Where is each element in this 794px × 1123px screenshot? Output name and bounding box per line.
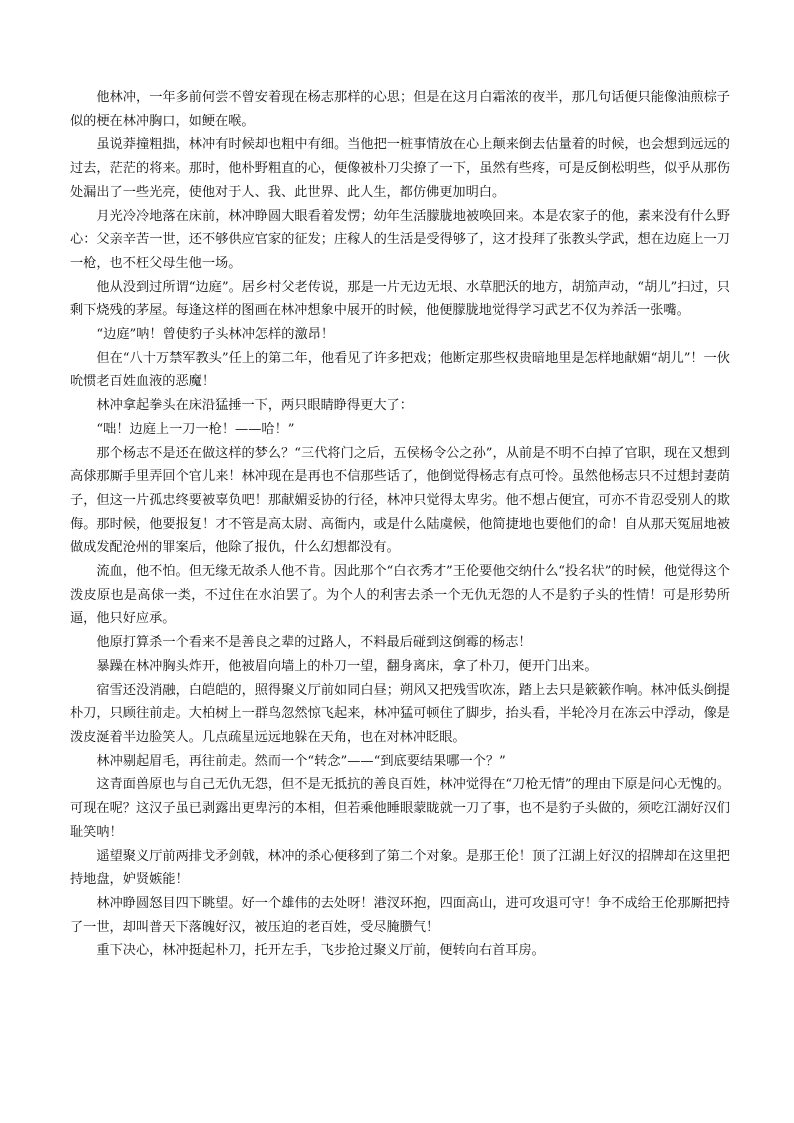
paragraph-13: 宿雪还没消融，白皑皑的，照得聚义厅前如同白昼；朔风又把残雪吹冻，踏上去只是簌簌作响。林冲低头倒提朴刀，只顾往前走。大柏树上一群鸟忽然惊飞起来，林冲猛可顿住了脚步，抬头看，半轮冷月在冻云中浮动，像是泼皮涎着半边脸笑人。几点疏星远远地躲在天角，也在对林冲眨眼。 (70, 682, 730, 745)
paragraph-11: 他原打算杀一个看来不是善良之辈的过路人，不料最后碰到这倒霉的杨志！ (96, 635, 532, 651)
paragraph-8: “咄！边庭上一刀一枪！——哈！” (96, 421, 295, 437)
paragraph-5: “边庭”呐！曾使豹子头林冲怎样的激昂！ (96, 327, 335, 343)
paragraph-16: 遥望聚义厅前两排戈矛剑戟，林冲的杀心便移到了第二个对象。是那王伦！顶了江湖上好汉的招牌却在这里把持地盘，妒贤嫉能！ (70, 848, 730, 888)
paragraph-7: 林冲拿起拳头在床沿猛捶一下，两只眼睛睁得更大了： (96, 398, 413, 414)
paragraph-15: 这青面兽原也与自己无仇无怨，但不是无抵抗的善良百姓，林冲觉得在“刀枪无情”的理由下原是问心无愧的。可现在呢？这汉子虽已剥露出更卑污的本相，但若乘他睡眼蒙眬就一刀了事，也不是豹子头做的，须吃江湖好汉们耻笑呐！ (70, 777, 730, 840)
paragraph-18: 重下决心，林冲挺起朴刀，托开左手，飞步抢过聚义厅前，便转向右首耳房。 (96, 943, 545, 959)
paragraph-14: 林冲剔起眉毛，再往前走。然而一个“转念”——“到底要结果哪一个？” (96, 753, 506, 769)
paragraph-17: 林冲睁圆怒目四下眺望。好一个雄伟的去处呀！港汊环抱，四面高山，进可攻退可守！争不成给王伦那厮把持了一世，却叫普天下落魄好汉，被压迫的老百姓，受尽腌臜气！ (70, 895, 730, 935)
paragraph-1: 他林冲，一年多前何尝不曾安着现在杨志那样的心思；但是在这月白霜浓的夜半，那几句话便只能像油煎棕子似的梗在林冲胸口，如鲠在喉。 (70, 90, 730, 129)
paragraph-4: 他从没到过所谓“边庭”。居乡村父老传说，那是一片无边无垠、水草肥沃的地方，胡笳声动，“胡儿”扫过，只剩下烧残的茅屋。每逢这样的图画在林冲想象中展开的时候，他便朦胧地觉得学习武艺不仅为养活一张嘴。 (70, 279, 730, 319)
paragraph-9: 那个杨志不是还在做这样的梦么？“三代将门之后，五侯杨令公之孙”，从前是不明不白掉了官职，现在又想到高俅那厮手里弄回个官儿来！林冲现在是再也不信那些话了，他倒觉得杨志有点可怜。虽然他杨志只不过想封妻荫子，但这一片孤忠终要被辜负吧！那献媚妥协的行径，林冲只觉得太卑劣。他不想占便宜，可亦不肯忍受别人的欺侮。那时候，他要报复！才不管是高太尉、高衙内，或是什么陆虞候，他简捷地也要他们的命！自从那天冤屈地被做成发配沧州的罪案后，他除了报仇，什么幻想都没有。 (70, 445, 730, 556)
story-body (70, 86, 730, 963)
paragraph-12: 暴躁在林冲胸头炸开，他被眉向墙上的朴刀一望，翻身离床，拿了朴刀，便开门出来。 (96, 658, 598, 674)
paragraph-10: 流血，他不怕。但无缘无故杀人他不肯。因此那个“白衣秀才”王伦要他交纳什么“投名状”的时候，他觉得这个泼皮原也是高俅一类，不过住在水泊罢了。为个人的利害去杀一个无仇无怨的人不是豹子头的性情！可是形势所逼，他只好应承。 (70, 564, 730, 627)
paragraph-6: 但在“八十万禁军教头”任上的第二年，他看见了许多把戏；他断定那些权贵暗地里是怎样地献媚“胡儿”！一伙吮惯老百姓血液的恶魔！ (70, 350, 730, 390)
paragraph-2: 虽说莽撞粗拙，林冲有时候却也粗中有细。当他把一桩事情放在心上颠来倒去估量着的时候，也会想到远远的过去，茫茫的将来。那时，他朴野粗直的心，便像被朴刀尖撩了一下，虽然有些疼，可是反倒松明些，似乎从那伤处漏出了一些光亮，使他对于人、我、此世界、此人生，都仿佛更加明白。 (70, 137, 730, 200)
paragraph-3: 月光冷冷地落在床前，林冲睁圆大眼看着发愣；幼年生活朦胧地被唤回来。本是农家子的他，素来没有什么野心：父亲辛苦一世，还不够供应官家的征发；庄稼人的生活是受得够了，这才投拜了张教头学武，想在边庭上一刀一枪，也不枉父母生他一场。 (70, 208, 730, 271)
